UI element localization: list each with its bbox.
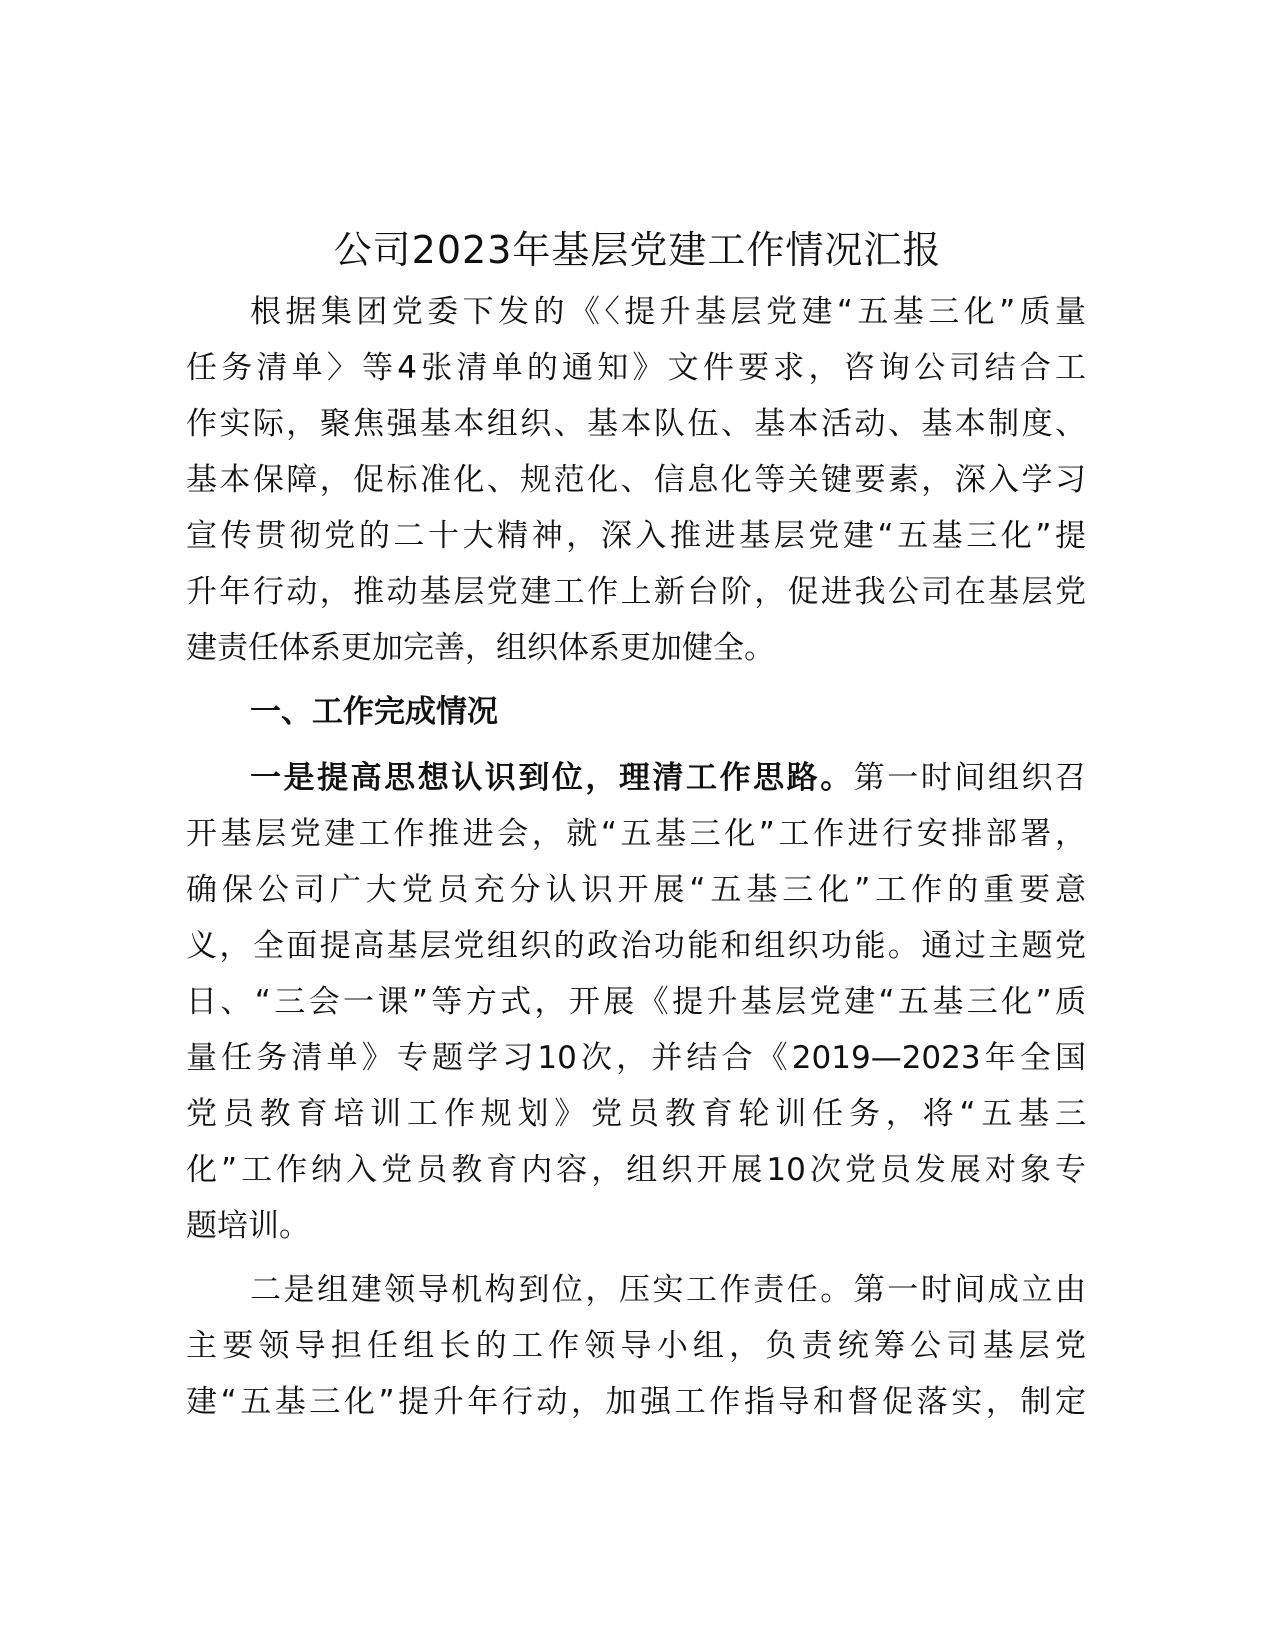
point2-line-3: 建“五基三化”提升年行动，加强工作指导和督促落实，制定 (186, 1384, 1086, 1420)
point1-first-tail: 第一时间组织召 (853, 760, 1086, 796)
point2-line-2: 主要领导担任组长的工作领导小组，负责统筹公司基层党 (186, 1328, 1086, 1364)
intro-line-4: 基本保障，促标准化、规范化、信息化等关键要素，深入学习 (186, 462, 1086, 498)
point1-line-4: 义，全面提高基层党组织的政治功能和组织功能。通过主题党 (186, 928, 1086, 964)
point1-line-6: 量任务清单》专题学习10次，并结合《2019—2023年全国 (186, 1040, 1086, 1076)
section-heading: 一、工作完成情况 (250, 694, 498, 730)
point1-line-9: 题培训。 (186, 1208, 310, 1244)
point1-line-2: 开基层党建工作推进会，就“五基三化”工作进行安排部署， (186, 816, 1086, 852)
intro-line-1: 根据集团党委下发的《〈提升基层党建“五基三化”质量 (250, 294, 1086, 330)
point1-line-3: 确保公司广大党员充分认识开展“五基三化”工作的重要意 (186, 872, 1086, 908)
point1-line-8: 化”工作纳入党员教育内容，组织开展10次党员发展对象专 (186, 1152, 1086, 1188)
intro-line-7: 建责任体系更加完善，组织体系更加健全。 (186, 630, 775, 666)
intro-line-6: 升年行动，推动基层党建工作上新台阶，促进我公司在基层党 (186, 574, 1086, 610)
point1-line-1 (250, 756, 1086, 800)
intro-line-5: 宣传贯彻党的二十大精神，深入推进基层党建“五基三化”提 (186, 518, 1086, 554)
document-title: 公司2023年基层党建工作情况汇报 (333, 228, 942, 272)
point2-line-1: 二是组建领导机构到位，压实工作责任。第一时间成立由 (250, 1272, 1086, 1308)
point1-line-7: 党员教育培训工作规划》党员教育轮训任务，将“五基三 (186, 1096, 1086, 1132)
intro-line-2: 任务清单〉等4张清单的通知》文件要求，咨询公司结合工 (186, 350, 1086, 386)
point1-lead: 一是提高思想认识到位，理清工作思路。 (250, 760, 854, 796)
intro-line-3: 作实际，聚焦强基本组织、基本队伍、基本活动、基本制度、 (186, 406, 1086, 442)
point1-line-5: 日、“三会一课”等方式，开展《提升基层党建“五基三化”质 (186, 984, 1086, 1020)
